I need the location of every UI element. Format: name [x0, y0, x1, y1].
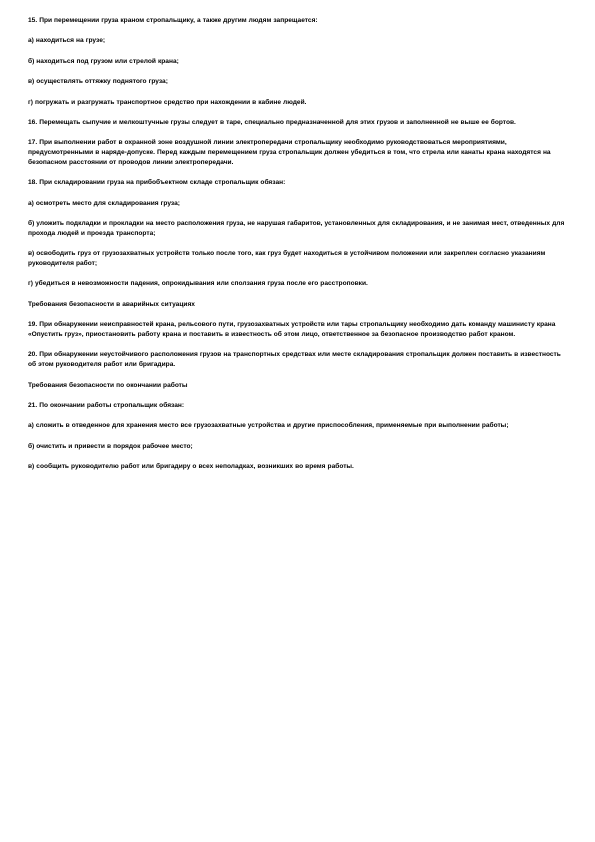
paragraph-text: а) сложить в отведенное для хранения место все грузозахватные устройства и другие приспособления, применяемые при выполнении работы;: [28, 422, 509, 430]
paragraph-number: 17.: [28, 139, 38, 147]
paragraph-text: в) осуществлять оттяжку поднятого груза;: [28, 78, 168, 86]
paragraph-text: а) находиться на грузе;: [28, 37, 106, 45]
section-heading: [28, 300, 568, 310]
paragraph-text: г) убедиться в невозможности падения, опрокидывания или сползания груза после его расстроповки.: [28, 280, 368, 288]
paragraph: [28, 36, 568, 46]
paragraph-text: г) погружать и разгружать транспортное средство при нахождении в кабине людей.: [28, 98, 307, 106]
paragraph-text: При обнаружении неисправностей крана, рельсового пути, грузозахватных устройств или тары стропальщику необходимо дать команду машинисту крана «Опустить груз», приостановить работу крана и поставить в известность об этом лицо, ответственное за безопасное производство работ краном.: [28, 321, 556, 339]
paragraph-number: 18.: [28, 179, 38, 187]
paragraph: [28, 462, 568, 472]
paragraph-text: в) освободить груз от грузозахватных устройств только после того, как груз будет находиться в устойчивом положении или закреплен согласно указаниям руководителя работ;: [28, 250, 546, 268]
paragraph-text: б) уложить подкладки и прокладки на место расположения груза, не нарушая габаритов, установленных для складирования, и не занимая мест, отведенных для прохода людей и проезда транспорта;: [28, 220, 565, 237]
paragraph-text: При складировании груза на прибобъектном складе стропальщик обязан:: [37, 179, 286, 187]
paragraph: [28, 279, 568, 289]
paragraph: [28, 219, 568, 239]
paragraph: [28, 57, 568, 67]
document-page: [28, 16, 568, 483]
paragraph-text: б) очистить и привести в порядок рабочее место;: [28, 442, 193, 450]
paragraph: [28, 350, 568, 370]
paragraph-text: а) осмотреть место для складирования груза;: [28, 199, 180, 207]
paragraph: [28, 199, 568, 209]
paragraph-text: По окончании работы стропальщик обязан:: [37, 402, 185, 410]
paragraph: [28, 118, 568, 128]
paragraph: [28, 249, 568, 269]
paragraph-text: Требования безопасности в аварийных ситуациях: [28, 300, 195, 308]
paragraph: [28, 77, 568, 87]
paragraph-text: Перемещать сыпучие и мелкоштучные грузы следует в таре, специально предназначенной для этих грузов и заполненной не выше ее бортов.: [37, 118, 516, 126]
paragraph-number: 21.: [28, 402, 38, 410]
paragraph-number: 19.: [28, 321, 38, 329]
paragraph-number: 15.: [28, 17, 38, 24]
paragraph: [28, 320, 568, 340]
paragraph: [28, 401, 568, 411]
paragraph: [28, 16, 568, 26]
paragraph: [28, 178, 568, 188]
paragraph: [28, 98, 568, 108]
section-heading: [28, 381, 568, 391]
paragraph: [28, 442, 568, 452]
paragraph: [28, 421, 568, 431]
paragraph-text: При обнаружении неустойчивого расположения грузов на транспортных средствах или месте складирования стропальщик должен поставить в известность об этом руководителя работ или бригадира.: [28, 351, 561, 369]
paragraph-number: 20.: [28, 351, 38, 359]
paragraph-text: Требования безопасности по окончании работы: [28, 381, 188, 389]
paragraph: [28, 138, 568, 167]
paragraph-text: При перемещении груза краном стропальщику, а также другим людям запрещается:: [37, 17, 318, 24]
paragraph-text: б) находиться под грузом или стрелой крана;: [28, 57, 179, 65]
paragraph-text: При выполнении работ в охранной зоне воздушной линии электропередачи стропальщику необходимо руководствоваться мероприятиями, предусмотренными в наряде-допуске. Перед каждым перемещением груза стропальщик должен убедиться в том, что стрела или канаты крана находятся на безопасном расстоянии от проводов линии электропередачи.: [28, 139, 551, 166]
paragraph-text: в) сообщить руководителю работ или бригадиру о всех неполадках, возникших во время работы.: [28, 463, 354, 471]
paragraph-number: 16.: [28, 118, 38, 126]
